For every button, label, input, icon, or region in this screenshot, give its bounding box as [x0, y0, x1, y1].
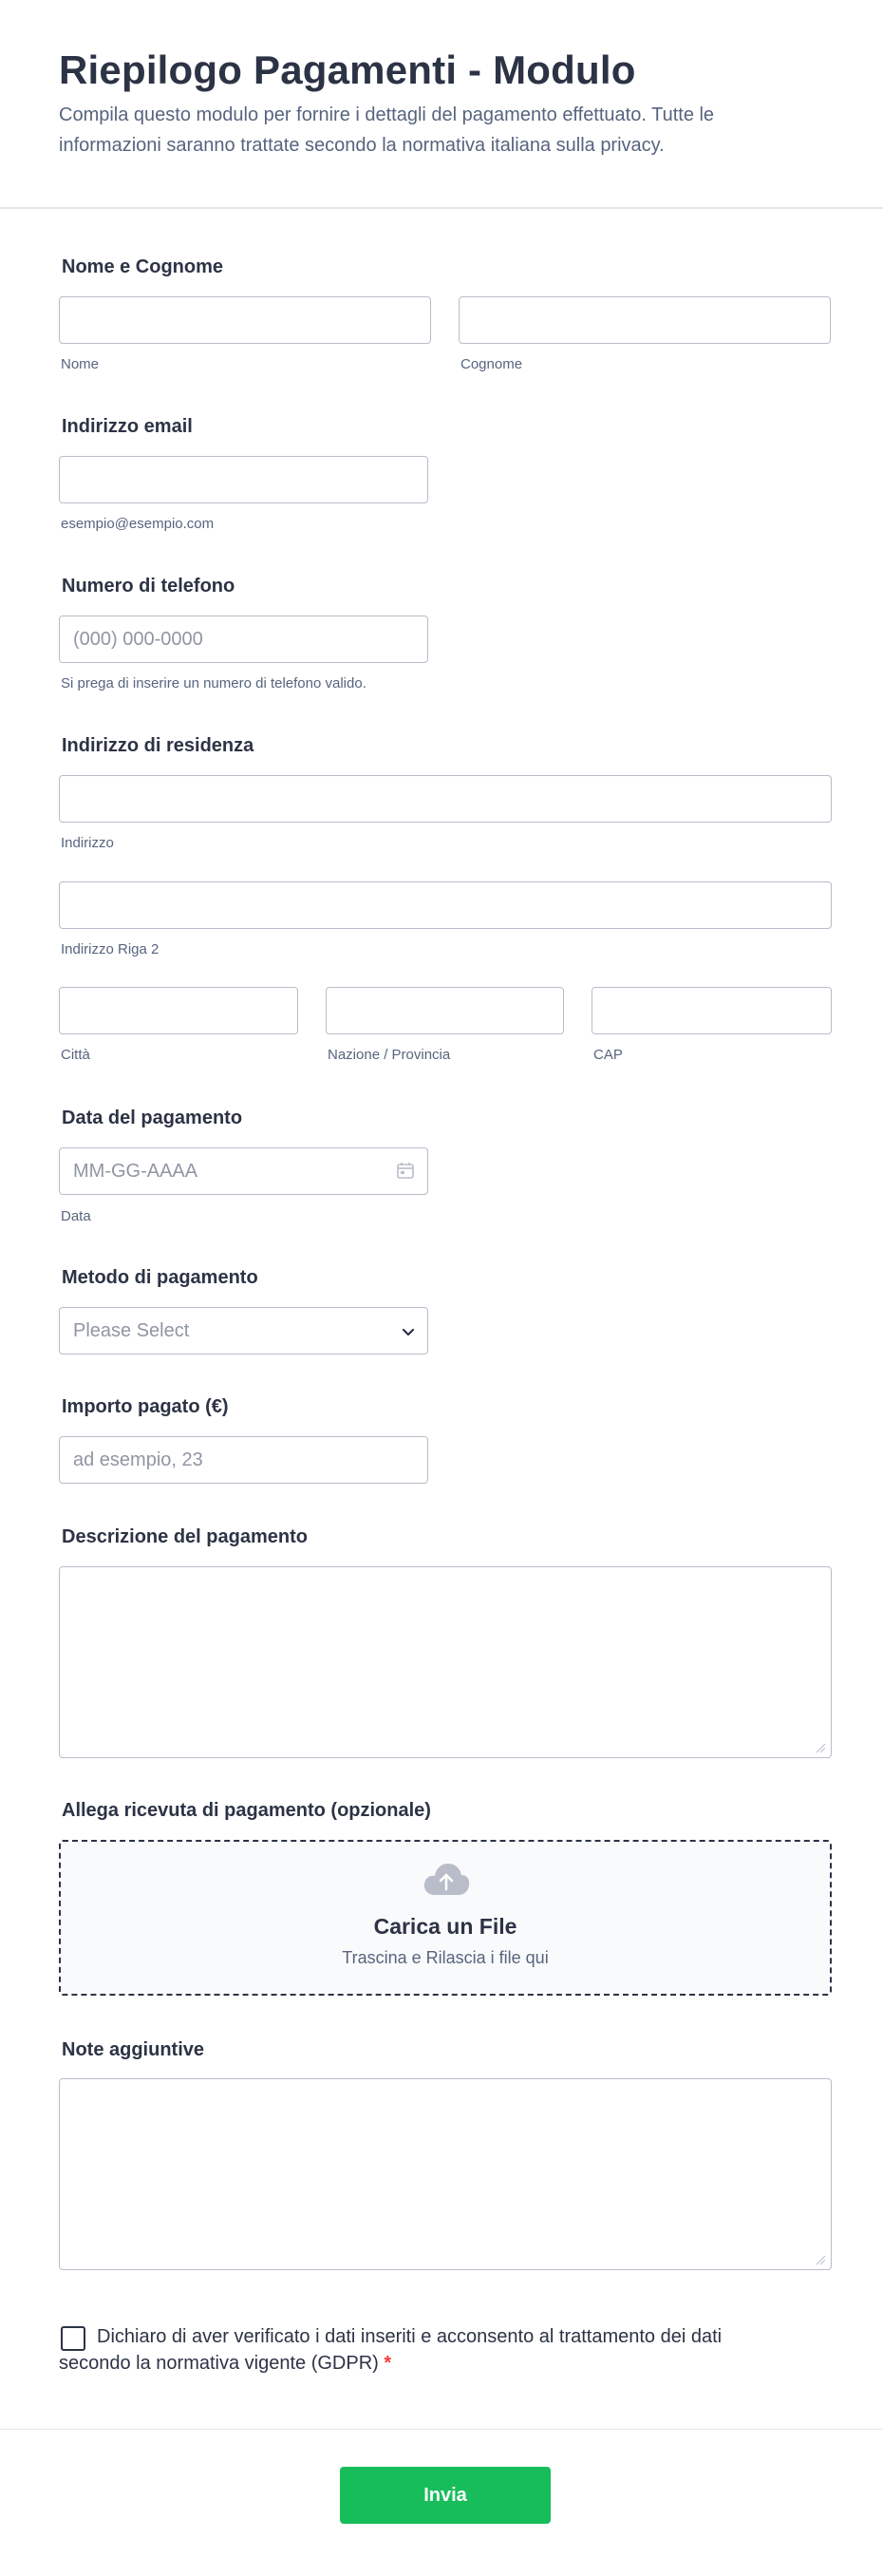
- file-upload-dropzone[interactable]: [59, 1840, 832, 1996]
- last-name-input[interactable]: [459, 296, 831, 344]
- submit-button[interactable]: Invia: [340, 2467, 551, 2524]
- upload-subtitle: Trascina e Rilascia i file qui: [342, 1948, 549, 1967]
- email-sublabel: esempio@esempio.com: [61, 516, 215, 532]
- upload-title: Carica un File: [373, 1914, 517, 1939]
- address-label: Indirizzo di residenza: [62, 735, 254, 756]
- form-header: [0, 0, 883, 209]
- notes-textarea[interactable]: [59, 2078, 832, 2270]
- phone-input[interactable]: [59, 616, 428, 663]
- phone-label: Numero di telefono: [62, 576, 235, 597]
- payment-method-select[interactable]: [59, 1307, 428, 1354]
- email-label: Indirizzo email: [62, 416, 193, 437]
- amount-label: Importo pagato (€): [62, 1396, 229, 1417]
- last-name-sublabel: Cognome: [460, 356, 523, 372]
- footer-divider: [0, 2429, 883, 2430]
- state-sublabel: Nazione / Provincia: [328, 1047, 451, 1063]
- consent-label: [59, 2323, 742, 2377]
- receipt-label: Allega ricevuta di pagamento (opzionale): [62, 1800, 431, 1821]
- city-input[interactable]: [59, 987, 298, 1034]
- cloud-upload-icon: [423, 1863, 470, 1897]
- resize-grip-icon[interactable]: [815, 1742, 826, 1753]
- date-field: [59, 1147, 428, 1195]
- calendar-icon[interactable]: [396, 1161, 415, 1180]
- consent-text: Dichiaro di aver verificato i dati inseriti e acconsento al trattamento dei dati secondo la normativa vigente (GDPR): [59, 2326, 723, 2374]
- method-label: Metodo di pagamento: [62, 1267, 258, 1288]
- amount-input[interactable]: [59, 1436, 428, 1484]
- required-asterisk: *: [384, 2353, 392, 2374]
- description-label: Descrizione del pagamento: [62, 1526, 308, 1547]
- resize-grip-icon[interactable]: [815, 2254, 826, 2265]
- address-line1-sublabel: Indirizzo: [61, 835, 114, 851]
- state-input[interactable]: [326, 987, 564, 1034]
- notes-label: Note aggiuntive: [62, 2039, 205, 2060]
- address-line2-input[interactable]: [59, 881, 832, 929]
- page-title: Riepilogo Pagamenti - Modulo: [59, 47, 636, 92]
- phone-sublabel: Si prega di inserire un numero di telefono valido.: [61, 675, 366, 691]
- chevron-down-icon: [401, 1324, 416, 1339]
- address-line1-input[interactable]: [59, 775, 832, 823]
- first-name-input[interactable]: [59, 296, 431, 344]
- date-label: Data del pagamento: [62, 1108, 243, 1128]
- address-line2-sublabel: Indirizzo Riga 2: [61, 941, 160, 957]
- first-name-sublabel: Nome: [61, 356, 100, 372]
- zip-input[interactable]: [592, 987, 832, 1034]
- date-sublabel: Data: [61, 1208, 91, 1224]
- date-input[interactable]: [59, 1147, 428, 1195]
- zip-sublabel: CAP: [593, 1047, 623, 1063]
- name-label: Nome e Cognome: [62, 256, 224, 277]
- payment-method-selected: Please Select: [73, 1320, 190, 1341]
- description-textarea[interactable]: [59, 1566, 832, 1758]
- page-subtitle: Compila questo modulo per fornire i dettagli del pagamento effettuato. Tutte le informazioni saranno trattate secondo la normativa italiana sulla privacy.: [59, 104, 715, 156]
- email-input[interactable]: [59, 456, 428, 503]
- city-sublabel: Città: [61, 1047, 90, 1063]
